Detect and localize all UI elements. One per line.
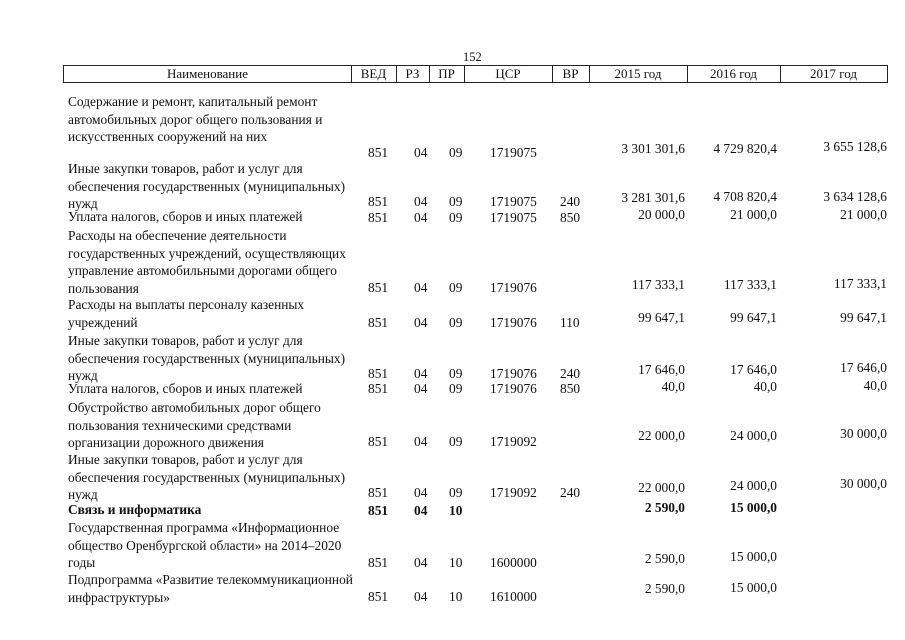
- header-rz: РЗ: [405, 66, 420, 81]
- header-pr: ПР: [438, 66, 455, 81]
- row-name: Связь и информатика: [68, 502, 202, 517]
- cell-rz: 04: [414, 145, 428, 160]
- cell-vr: 240: [560, 366, 581, 381]
- cell-pr: 09: [449, 434, 463, 449]
- cell-2016: 24 000,0: [730, 428, 777, 443]
- cell-ved: 851: [368, 315, 389, 330]
- cell-ved: 851: [368, 280, 389, 295]
- row-name: Расходы на выплаты персоналу казенных учреждений: [68, 297, 305, 330]
- table-row: [0, 571, 905, 605]
- cell-ved: 851: [368, 381, 389, 396]
- cell-2017: 30 000,0: [840, 426, 887, 441]
- cell-pr: 09: [449, 210, 463, 225]
- cell-ved: 851: [368, 366, 389, 381]
- cell-2016: 4 708 820,4: [713, 189, 777, 204]
- cell-2017: 40,0: [863, 378, 887, 393]
- cell-rz: 04: [414, 315, 428, 330]
- header-2015: 2015 год: [614, 66, 662, 81]
- header-2017: 2017 год: [810, 66, 857, 81]
- page-number: 152: [463, 50, 482, 64]
- cell-vr: 240: [560, 485, 581, 500]
- table-row-section: [0, 501, 905, 519]
- cell-2017: 30 000,0: [840, 476, 887, 491]
- cell-rz: 04: [414, 381, 428, 396]
- table-row: [0, 296, 905, 331]
- row-name: Расходы на обеспечение деятельности государственных учреждений, осуществляющих управление автомобильными дорогами общего пользования: [68, 228, 346, 296]
- cell-csr: 1719075: [490, 210, 537, 225]
- cell-pr: 10: [449, 555, 463, 570]
- cell-2016: 117 333,1: [723, 277, 777, 292]
- cell-pr: 09: [449, 145, 463, 160]
- table-row: [0, 208, 905, 226]
- cell-csr: 1719092: [490, 434, 537, 449]
- cell-2015: 17 646,0: [638, 362, 685, 377]
- cell-2015: 22 000,0: [638, 428, 685, 443]
- row-name: Иные закупки товаров, работ и услуг для обеспечения государственных (муниципальных) нужд: [68, 161, 346, 211]
- table-row: [0, 160, 905, 210]
- cell-pr: 09: [449, 280, 463, 295]
- cell-2016: 15 000,0: [730, 500, 777, 515]
- cell-csr: 1600000: [490, 555, 537, 570]
- cell-ved: 851: [368, 145, 389, 160]
- cell-ved: 851: [368, 434, 389, 449]
- cell-csr: 1719076: [490, 315, 537, 330]
- cell-rz: 04: [414, 434, 428, 449]
- cell-2016: 40,0: [753, 379, 777, 394]
- row-name: Уплата налогов, сборов и иных платежей: [68, 381, 303, 396]
- header-ved: ВЕД: [360, 66, 387, 81]
- cell-2016: 4 729 820,4: [713, 141, 777, 156]
- cell-2016: 15 000,0: [730, 549, 777, 564]
- cell-rz: 04: [414, 280, 428, 295]
- cell-ved: 851: [368, 589, 389, 604]
- cell-vr: 110: [560, 315, 580, 330]
- cell-vr: 850: [560, 381, 581, 396]
- table-row: [0, 519, 905, 571]
- cell-ved: 851: [368, 194, 389, 209]
- cell-pr: 09: [449, 366, 463, 381]
- cell-rz: 04: [414, 589, 428, 604]
- row-name: Уплата налогов, сборов и иных платежей: [68, 209, 303, 224]
- cell-csr: 1719076: [490, 381, 537, 396]
- cell-pr: 09: [449, 194, 463, 209]
- table-header: [63, 65, 888, 83]
- cell-ved: 851: [368, 503, 389, 518]
- header-vr: ВР: [562, 66, 579, 81]
- row-name: Иные закупки товаров, работ и услуг для обеспечения государственных (муниципальных) нужд: [68, 452, 346, 502]
- row-name: Обустройство автомобильных дорог общего пользования техническими средствами организации дорожного движения: [68, 400, 321, 450]
- cell-ved: 851: [368, 555, 389, 570]
- cell-pr: 09: [449, 315, 463, 330]
- cell-2016: 99 647,1: [730, 310, 777, 325]
- cell-2016: 21 000,0: [730, 207, 777, 222]
- table-row: [0, 227, 905, 296]
- table-row: [0, 451, 905, 501]
- table-row: [0, 93, 905, 161]
- cell-2015: 2 590,0: [644, 581, 685, 596]
- cell-csr: 1719076: [490, 280, 537, 295]
- header-csr: ЦСР: [495, 66, 521, 81]
- cell-csr: 1719076: [490, 366, 537, 381]
- cell-2016: 15 000,0: [730, 580, 777, 595]
- cell-pr: 10: [449, 589, 463, 604]
- table-row: [0, 380, 905, 397]
- cell-2015: 3 281 301,6: [621, 190, 685, 205]
- cell-2017: 21 000,0: [840, 207, 887, 222]
- row-name: Подпрограмма «Развитие телекоммуникационной инфраструктуры»: [68, 572, 353, 605]
- row-name: Государственная программа «Информационное общество Оренбургской области» на 2014–2020 годы: [68, 520, 342, 570]
- cell-vr: 850: [560, 210, 581, 225]
- cell-2015: 22 000,0: [638, 480, 685, 495]
- cell-2017: 117 333,1: [833, 276, 887, 291]
- row-name: Иные закупки товаров, работ и услуг для обеспечения государственных (муниципальных) нужд: [68, 333, 346, 383]
- cell-2016: 24 000,0: [730, 478, 777, 493]
- cell-rz: 04: [414, 366, 428, 381]
- cell-2015: 3 301 301,6: [621, 141, 685, 156]
- cell-pr: 09: [449, 381, 463, 396]
- cell-2015: 99 647,1: [638, 310, 685, 325]
- cell-csr: 1719075: [490, 194, 537, 209]
- table-row: [0, 332, 905, 382]
- cell-rz: 04: [414, 555, 428, 570]
- cell-2015: 40,0: [661, 379, 685, 394]
- cell-2017: 17 646,0: [840, 360, 887, 375]
- cell-2015: 2 590,0: [644, 551, 685, 566]
- cell-2017: 3 655 128,6: [823, 139, 887, 154]
- header-name: Наименование: [167, 66, 248, 81]
- cell-rz: 04: [414, 485, 428, 500]
- cell-vr: 240: [560, 194, 581, 209]
- cell-rz: 04: [414, 210, 428, 225]
- cell-csr: 1719092: [490, 485, 537, 500]
- cell-2016: 17 646,0: [730, 362, 777, 377]
- header-2016: 2016 год: [710, 66, 757, 81]
- cell-pr: 10: [449, 503, 463, 518]
- cell-2015: 20 000,0: [638, 207, 685, 222]
- cell-2017: 3 634 128,6: [823, 189, 887, 204]
- cell-pr: 09: [449, 485, 463, 500]
- cell-ved: 851: [368, 485, 389, 500]
- row-name: Содержание и ремонт, капитальный ремонт автомобильных дорог общего пользования и искусственных сооружений на них: [68, 94, 323, 144]
- cell-csr: 1610000: [490, 589, 537, 604]
- cell-2015: 117 333,1: [631, 277, 685, 292]
- cell-2017: 99 647,1: [840, 310, 887, 325]
- cell-2015: 2 590,0: [644, 500, 685, 515]
- cell-csr: 1719075: [490, 145, 537, 160]
- cell-rz: 04: [414, 194, 428, 209]
- table-row: [0, 399, 905, 450]
- cell-rz: 04: [414, 503, 428, 518]
- cell-ved: 851: [368, 210, 389, 225]
